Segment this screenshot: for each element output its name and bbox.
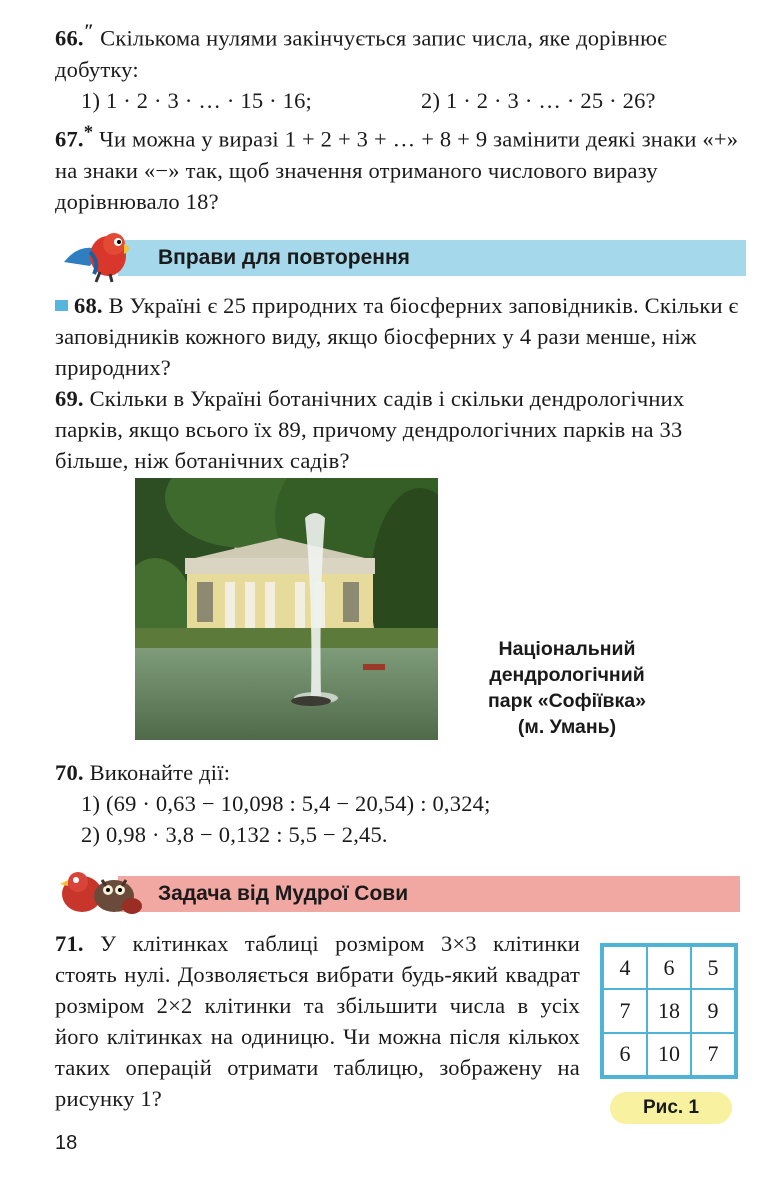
caption-line: парк «Софіївка» [488,690,646,712]
table-cell: 6 [604,1034,646,1075]
section-title: Задача від Мудрої Сови [158,882,409,905]
caption-line: (м. Умань) [517,716,617,738]
problem-66 [55,16,745,116]
bullet-icon [55,300,68,311]
problem-item-2: 2) 0,98 · 3,8 − 0,132 : 5,5 − 2,45. [81,822,388,847]
page-number: 18 [55,1132,78,1154]
table-cell: 7 [692,1034,734,1075]
table-cell: 10 [648,1034,690,1075]
parrot-mascot-icon [60,222,140,284]
problem-text: Скільки в Україні ботанічних садів і скільки дендрологічних парків, якщо всього їх 89, причому дендрологічних парків на 33 більше, ніж ботанічних садів? [55,386,685,473]
problem-70 [55,757,745,850]
table-cell: 9 [692,990,734,1031]
mascots-group-icon [54,856,144,920]
problem-text: Скількома нулями закінчується запис числа, яке дорівнює добутку: [55,25,668,82]
problem-number: 70. [55,760,84,785]
problem-71 [55,928,580,1114]
owl-section-banner [118,876,740,912]
problem-number: 68. [74,293,103,318]
review-section-banner [118,240,746,276]
problem-number: 67. [55,126,84,152]
problem-68 [55,290,745,383]
sofiyivka-park-photo [135,478,438,740]
problem-number: 69. [55,386,84,411]
problem-text: Виконайте дії: [89,760,231,785]
problem-text: Чи можна у виразі 1 + 2 + 3 + … + 8 + 9 замінити деякі знаки «+» на знаки «−» так, щоб значення отриманого числового виразу дорівнювало 18? [55,126,739,214]
problem-67 [55,117,745,217]
problem-69 [55,383,745,476]
caption-line: дендрологічний [489,664,645,686]
caption-line: Національний [498,638,636,660]
table-cell: 4 [604,947,646,988]
problem-item-1: 1) 1 · 2 · 3 · … · 15 · 16; [81,87,312,113]
figure-1-table [600,943,738,1079]
difficulty-mark: * [83,122,94,143]
difficulty-mark: ″ [83,21,95,42]
table-cell: 7 [604,990,646,1031]
figure-label: Рис. 1 [610,1092,732,1124]
table-cell: 6 [648,947,690,988]
table-cell: 18 [648,990,690,1031]
photo-caption [462,636,672,740]
problem-number: 66. [55,25,84,51]
problem-text: В Україні є 25 природних та біосферних заповідників. Скільки є заповідників кожного виду, якщо біосферних у 4 рази менше, ніж природних? [55,293,739,380]
problem-item-1: 1) (69 · 0,63 − 10,098 : 5,4 − 20,54) : 0,324; [81,791,491,816]
problem-item-2: 2) 1 · 2 · 3 · … · 25 · 26? [421,87,656,113]
problem-number: 71. [55,931,84,956]
problem-text: У клітинках таблиці розміром 3×3 клітинки стоять нулі. Дозволяється вибрати будь-який квадрат розміром 2×2 клітинки та збільшити числа в усіх його клітинках на одиницю. Чи можна після кількох таких операцій отримати таблицю, зображену на рисунку 1? [55,931,581,1111]
section-title: Вправи для повторення [158,246,410,269]
table-cell: 5 [692,947,734,988]
